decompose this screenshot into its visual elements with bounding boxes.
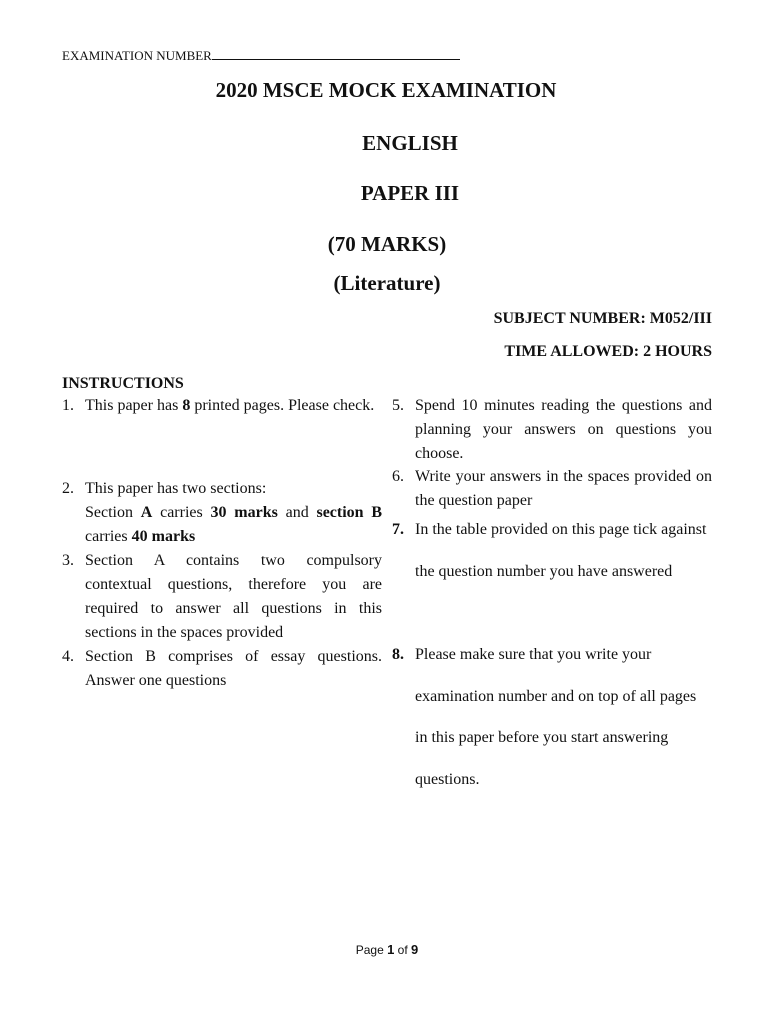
instruction-item	[392, 518, 712, 592]
instruction-number: 3.	[62, 552, 74, 569]
paper-title: PAPER III	[360, 181, 460, 205]
page-of-label: of	[394, 943, 412, 957]
page-label: Page	[355, 943, 388, 957]
examination-number-blank	[212, 46, 460, 60]
total-pages-number: 9	[411, 942, 419, 957]
page-footer	[0, 942, 768, 957]
instruction-number: 7.	[392, 521, 404, 538]
time-allowed: TIME ALLOWED: 2 HOURS	[504, 343, 712, 360]
category-title: (Literature)	[333, 271, 441, 295]
examination-number-label: EXAMINATION NUMBER	[62, 48, 212, 63]
exam-title: 2020 MSCE MOCK EXAMINATION	[215, 78, 557, 102]
instruction-item	[62, 549, 382, 645]
instruction-item	[392, 465, 712, 513]
instruction-number: 5.	[392, 397, 404, 414]
marks-title: (70 MARKS)	[327, 232, 447, 256]
instruction-number: 8.	[392, 646, 404, 663]
instruction-text: This paper has two sections: Section A carries 30 marks and section B carries 40 marks	[85, 480, 383, 545]
instruction-text: This paper has 8 printed pages. Please check.	[85, 397, 375, 414]
instruction-item	[392, 394, 712, 466]
instruction-text: Spend 10 minutes reading the questions and planning your answers on questions you choose.	[415, 397, 712, 462]
instructions-left-column	[62, 394, 382, 694]
subject-title: ENGLISH	[362, 131, 458, 155]
instruction-item	[392, 643, 712, 800]
instruction-text: Write your answers in the spaces provided on the question paper	[415, 468, 712, 509]
examination-number-field	[62, 46, 460, 64]
instruction-number: 4.	[62, 648, 74, 665]
instruction-item	[62, 394, 382, 427]
instruction-text: Please make sure that you write your examination number and on top of all pages in this paper before you start answering questions.	[415, 646, 697, 788]
subject-number: SUBJECT NUMBER: M052/III	[493, 310, 712, 327]
instruction-text: Section A contains two compulsory contextual questions, therefore you are required to answer all questions in this sections in the spaces provided	[85, 552, 382, 641]
instructions-right-column	[392, 394, 712, 814]
instruction-number: 1.	[62, 397, 74, 414]
instruction-item	[62, 645, 382, 693]
instruction-item	[62, 477, 382, 549]
instructions-heading: INSTRUCTIONS	[62, 375, 184, 392]
instruction-text: In the table provided on this page tick against the question number you have answered	[415, 521, 707, 580]
current-page-number: 1	[387, 942, 395, 957]
instruction-number: 2.	[62, 480, 74, 497]
instruction-text: Section B comprises of essay questions. Answer one questions	[85, 648, 382, 689]
instruction-number: 6.	[392, 468, 404, 485]
